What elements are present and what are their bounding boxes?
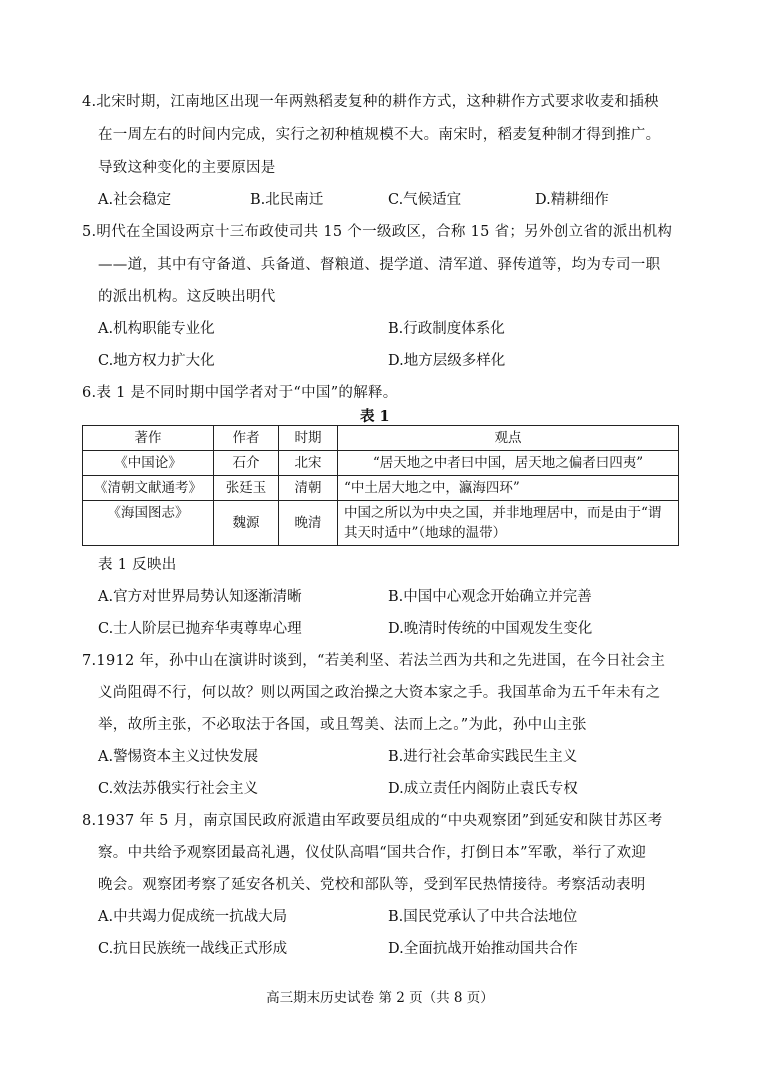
- table-row: [83, 501, 679, 546]
- table-cell-view: “中土居大地之中，瀛海四环”: [338, 476, 679, 501]
- q8-option-c[interactable]: C.抗日民族统一战线正式形成: [98, 941, 288, 957]
- q7-line-1: 7.1912 年，孙中山在演讲时谈到，“若美利坚、若法兰西为共和之先进国，在今日社会主: [82, 653, 666, 669]
- q4-option-d[interactable]: D.精耕细作: [535, 192, 609, 208]
- table-header-period: 时期: [279, 426, 338, 451]
- q4-line-1: 4.北宋时期，江南地区出现一年两熟稻麦复种的耕作方式，这种耕作方式要求收麦和插秧: [82, 94, 659, 110]
- table-row: [83, 476, 679, 501]
- q5-option-d[interactable]: D.地方层级多样化: [388, 353, 506, 369]
- q6-stem: 表 1 反映出: [98, 557, 177, 573]
- table-cell-work: 《清朝文献通考》: [83, 476, 214, 501]
- q6-option-c[interactable]: C.士人阶层已抛弃华夷尊卑心理: [98, 621, 302, 637]
- q7-option-a[interactable]: A.警惕资本主义过快发展: [98, 749, 259, 765]
- q6-option-b[interactable]: B.中国中心观念开始确立并完善: [388, 589, 592, 605]
- q4-option-a[interactable]: A.社会稳定: [98, 192, 172, 208]
- q5-option-c[interactable]: C.地方权力扩大化: [98, 353, 215, 369]
- table-caption: 表 1: [360, 408, 390, 425]
- q4-option-b[interactable]: B.北民南迁: [250, 192, 324, 208]
- q8-line-1: 8.1937 年 5 月，南京国民政府派遣由军政要员组成的“中央观察团”到延安和陕甘苏区考: [82, 813, 663, 829]
- q6-option-d[interactable]: D.晚清时传统的中国观发生变化: [388, 621, 593, 637]
- q7-option-d[interactable]: D.成立责任内阁防止袁氏专权: [388, 781, 578, 797]
- q8-option-d[interactable]: D.全面抗战开始推动国共合作: [388, 941, 578, 957]
- table-cell-author: 石介: [214, 451, 279, 476]
- table-cell-author: 魏源: [214, 501, 279, 546]
- q7-line-3: 举，故所主张，不必取法于各国，或且驾美、法而上之。”为此，孙中山主张: [98, 717, 587, 733]
- q6-line-1: 6.表 1 是不同时期中国学者对于“中国”的解释。: [82, 385, 398, 401]
- table-header-view: 观点: [338, 426, 679, 451]
- q5-line-1: 5.明代在全国设两京十三布政使司共 15 个一级政区，合称 15 省；另外创立省的派出机构: [82, 224, 673, 240]
- q8-line-3: 晚会。观察团考察了延安各机关、党校和部队等，受到军民热情接待。考察活动表明: [98, 877, 646, 893]
- table-row: [83, 451, 679, 476]
- q4-line-2: 在一周左右的时间内完成，实行之初种植规模不大。南宋时，稻麦复种制才得到推广。: [98, 127, 661, 143]
- q7-option-b[interactable]: B.进行社会革命实践民生主义: [388, 749, 578, 765]
- q4-option-c[interactable]: C.气候适宜: [388, 192, 462, 208]
- q5-option-b[interactable]: B.行政制度体系化: [388, 321, 505, 337]
- q7-option-c[interactable]: C.效法苏俄实行社会主义: [98, 781, 259, 797]
- table-cell-period: 清朝: [279, 476, 338, 501]
- table-cell-period: 北宋: [279, 451, 338, 476]
- table-header-work: 著作: [83, 426, 214, 451]
- table-cell-view: “居天地之中者曰中国，居天地之偏者曰四夷”: [338, 451, 679, 476]
- table-cell-work: 《中国论》: [83, 451, 214, 476]
- q4-line-3: 导致这种变化的主要原因是: [98, 160, 276, 176]
- table-1: [82, 425, 679, 546]
- q6-option-a[interactable]: A.官方对世界局势认知逐渐清晰: [98, 589, 302, 605]
- table-cell-author: 张廷玉: [214, 476, 279, 501]
- table-cell-view: 中国之所以为中央之国，并非地理居中，而是由于“谓其天时适中”（地球的温带）: [338, 501, 679, 546]
- q5-line-3: 的派出机构。这反映出明代: [98, 289, 276, 305]
- q5-option-a[interactable]: A.机构职能专业化: [98, 321, 215, 337]
- q8-option-a[interactable]: A.中共竭力促成统一抗战大局: [98, 909, 288, 925]
- table-header-row: [83, 426, 679, 451]
- table-header-author: 作者: [214, 426, 279, 451]
- q8-line-2: 察。中共给予观察团最高礼遇，仪仗队高唱“国共合作，打倒日本”军歌，举行了欢迎: [98, 845, 647, 861]
- table-cell-work: 《海国图志》: [83, 501, 214, 546]
- q7-line-2: 义尚阻碍不行，何以故？则以两国之政治操之大资本家之手。我国革命为五千年未有之: [98, 685, 661, 701]
- q8-option-b[interactable]: B.国民党承认了中共合法地位: [388, 909, 578, 925]
- page-footer: 高三期末历史试卷 第 2 页（共 8 页）: [266, 990, 494, 1006]
- table-cell-period: 晚清: [279, 501, 338, 546]
- q5-line-2: ——道，其中有守备道、兵备道、督粮道、提学道、清军道、驿传道等，均为专司一职: [98, 257, 661, 273]
